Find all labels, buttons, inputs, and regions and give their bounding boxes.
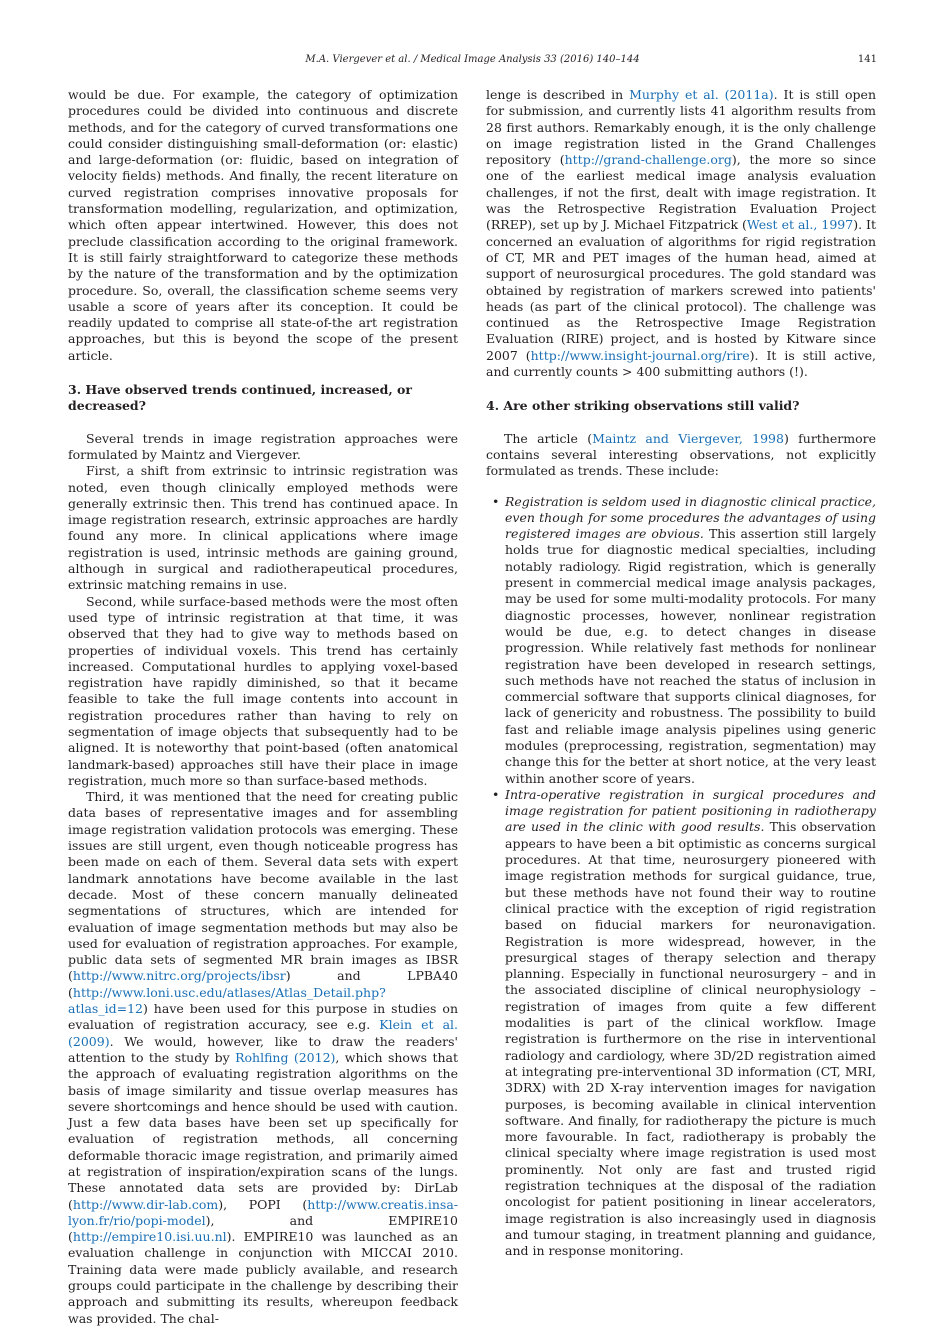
list-item <box>486 787 876 1260</box>
paragraph: would be due. For example, the category of optimization procedures could be divided into continuous and discrete methods, and for the category of curved transformations one could consider distinguishing small-deformation (or: elastic) and large-deformation (or: fluidic, based on integration of velocity fields) methods. And finally, the recent literature on curved registration comprises innovative proposals for transformation modelling, regularization, and optimization, which often appear intertwined. However, this does not preclude classification according to the original framework. It is still fairly straightforward to categorize these methods by the nature of the transformation and by the optimization procedure. So, overall, the classification scheme seems very usable a score of years after its conception. It could be readily updated to comprise all state-of-the art registration approaches, but this is beyond the scope of the present article. <box>68 87 458 363</box>
text-span: . It is still open for submission, and currently lists 41 algorithm results from 28 first authors. Remarkably enough, it is the only challenge on image registration listed in the Grand Challenges repository ( <box>486 87 876 168</box>
text-span: lenge is described in <box>486 87 630 102</box>
text-span: ). It concerned an evaluation of algorithms for rigid registration of CT, MR and PET images of the human head, aimed at support of neurosurgical procedures. The gold standard was obtained by registration of markers screwed into patients' heads (as part of the clinical protocol). The challenge was continued as the Retrospective Image Registration Evaluation (RIRE) project, and is hosted by Kitware since 2007 ( <box>486 217 876 363</box>
observations-list <box>486 494 876 1260</box>
paragraph <box>68 789 458 1327</box>
list-item <box>486 494 876 787</box>
citation-maintz-1998[interactable]: Maintz and Viergever, 1998 <box>592 430 784 446</box>
left-column <box>68 87 458 1327</box>
paragraph: Several trends in image registration approaches were formulated by Maintz and Viergever. <box>68 430 458 462</box>
citation-klein-2009[interactable]: Klein et al. (2009) <box>68 1017 459 1049</box>
paragraph <box>486 431 876 480</box>
section-4-heading: 4. Are other striking observations still valid? <box>486 398 800 414</box>
text-span: ) have been used for this purpose in studies on evaluation of registration accuracy, see e.g. <box>68 1001 458 1033</box>
emphasized-observation: Intra-operative registration in surgical procedures and image registration for patient positioning in radiotherapy are used in the clinic with good results. <box>505 786 876 835</box>
running-title: M.A. Viergever et al. / Medical Image Analysis 33 (2016) 140–144 <box>305 54 640 65</box>
running-header <box>68 54 877 70</box>
link-dirlab[interactable]: http://www.dir-lab.com <box>72 1196 219 1212</box>
link-lpba40[interactable]: http://www.loni.usc.edu/atlases/Atlas_Detail.php?atlas_id=12 <box>68 984 386 1017</box>
page-number: 141 <box>857 54 877 65</box>
text-span: , which shows that the approach of evaluating registration algorithms on the basis of image similarity and tissue overlap measures has severe shortcomings and hence should be used with caution. Just a few data bases have been set up specifically for evaluation of registration methods, all concerning deformable thoracic image registration, and primarily aimed at registration of inspiration/expiration scans of the lungs. These annotated data sets are provided by: DirLab ( <box>68 1049 458 1212</box>
paragraph: Second, while surface-based methods were the most often used type of intrinsic registration at that time, it was observed that they had to give way to methods based on properties of individual voxels. This trend has certainly increased. Computational hurdles to applying voxel-based registration have rapidly diminished, so that it became feasible to take the full image contents into account in registration procedures rather than having to rely on segmentation of image objects that subsequently had to be aligned. It is noteworthy that point-based (often anatomical landmark-based) approaches still have their place in image registration, much more so than surface-based methods. <box>68 593 458 788</box>
text-span: This observation appears to have been a bit optimistic as concerns surgical procedures. At that time, neurosurgery pioneered with image registration methods for surgical guidance, true, but these methods have not found their way to routine clinical practice with the exception of rigid registration based on fiducial markers for neuronavigation. Registration is more widespread, however, in the presurgical stages of therapy selection and therapy planning. Especially in functional neurosurgery – and in the associated discipline of clinical neurophysiology – registration of images from quite a few different modalities is part of the clinical workflow. Image registration is furthermore on the rise in interventional radiology and cardiology, where 3D/2D registration aimed at integrating pre-interventional 3D information (CT, MRI, 3DRX) with 2D X-ray intervention images for navigation purposes, is becoming available in clinical intervention software. And finally, for radiotherapy the picture is much more favourable. In fact, radiotherapy is probably the clinical specialty where image registration is used most prominently. Not only are fast and trusted rigid registration techniques at the disposal of the radiation oncologist for patient positioning in linear accelerators, image registration is also increasingly used in diagnosis and tumour staging, in treatment planning and guidance, and in response monitoring. <box>505 819 876 1259</box>
link-popi[interactable]: http://www.creatis.insa-lyon.fr/rio/popi-model <box>68 1196 458 1228</box>
text-span: ). It is still active, and currently counts > 400 submitting authors (!). <box>486 347 876 380</box>
link-grand-challenge[interactable]: http://grand-challenge.org <box>564 152 732 168</box>
text-span: ), POPI ( <box>218 1196 308 1212</box>
citation-west-1997[interactable]: West et al., 1997 <box>746 217 854 233</box>
text-span: ) and LPBA40 ( <box>68 968 458 1000</box>
text-span: Third, it was mentioned that the need for creating public data bases of representative images and for assembling image registration validation protocols was emerging. These issues are still urgent, even though noticeable progress has been made on each of them. Several data sets with expert landmark annotations have become available in the last decade. Most of these concern manually delineated segmentations of structures, which are intended for evaluation of image segmentation methods but may also be used for evaluation of registration approaches. For example, public data sets of segmented MR brain images as IBSR ( <box>68 789 458 984</box>
text-span: ). EMPIRE10 was launched as an evaluation challenge in conjunction with MICCAI 2010. Training data were made publicly available, and research groups could participate in the challenge by describing their approach and submitting its results, whereupon feedback was provided. The chal- <box>68 1229 458 1326</box>
text-span: . We would, however, like to draw the readers' attention to the study by <box>68 1033 458 1065</box>
citation-rohlfing-2012[interactable]: Rohlfing (2012) <box>235 1049 336 1065</box>
paragraph: First, a shift from extrinsic to intrinsic registration was noted, even though clinically employed methods were generally extrinsic then. This trend has continued apace. In image registration research, extrinsic approaches are hardly found any more. In clinical applications where image registration is used, intrinsic methods are gaining ground, although in surgical and radiotherapeutical procedures, extrinsic matching remains in use. <box>68 463 458 593</box>
text-span: ) furthermore contains several interesting observations, not explicitly formulated as trends. These include: <box>486 430 876 479</box>
link-rire[interactable]: http://www.insight-journal.org/rire <box>530 347 750 363</box>
link-ibsr[interactable]: http://www.nitrc.org/projects/ibsr <box>72 968 286 984</box>
text-span: This assertion still largely holds true for diagnostic medical specialties, including notably radiology. Rigid registration, which is generally present in commercial medical image analysis packages, may be used for some multi-modality protocols. For many diagnostic processes, however, nonlinear registration would be due, e.g. to detect changes in disease progression. While relatively fast methods for nonlinear registration have been developed in research settings, such methods have not reached the status of inclusion in commercial software that supports clinical diagnoses, for lack of genericity and robustness. The possibility to build fast and reliable image analysis pipelines using generic modules (preprocessing, registration, segmentation) may change this for the better at short notice, at the very least within another score of years. <box>505 526 877 786</box>
text-span: The article ( <box>504 430 593 446</box>
link-empire10[interactable]: http://empire10.isi.uu.nl <box>72 1229 227 1245</box>
emphasized-observation: Registration is seldom used in diagnostic clinical practice, even though for some procedures the advantages of using registered images are obvious. <box>505 493 876 542</box>
right-column <box>486 87 876 1259</box>
citation-murphy-2011a[interactable]: Murphy et al. (2011a) <box>629 87 774 102</box>
text-span: ), the more so since one of the earliest medical image analysis evaluation challenges, if not the first, dealt with image registration. It was the Retrospective Registration Evaluation Project (RREP), set up by J. Michael Fitzpatrick ( <box>486 152 876 233</box>
section-3-heading: 3. Have observed trends continued, increased, or decreased? <box>68 382 412 414</box>
paragraph <box>486 87 876 380</box>
text-span: ), and EMPIRE10 ( <box>68 1212 458 1245</box>
